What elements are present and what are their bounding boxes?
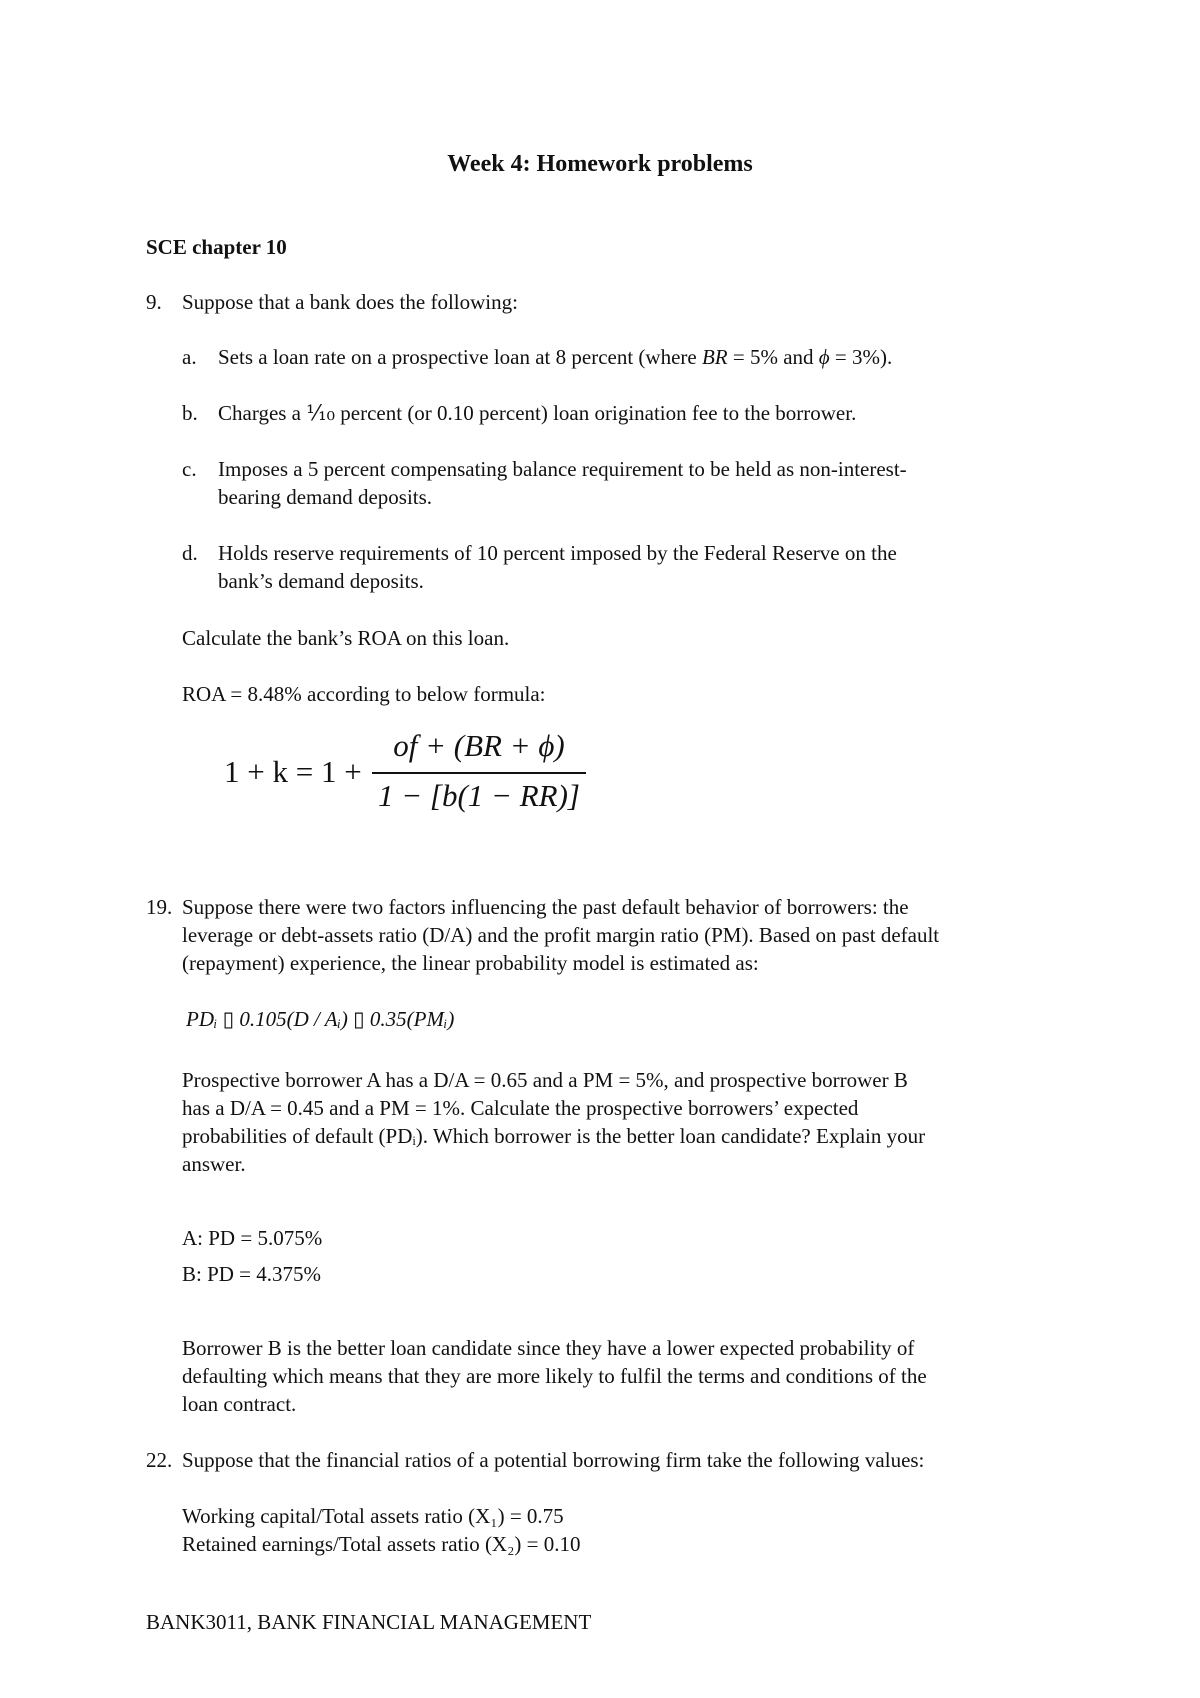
q19-prompt-line-1: Prospective borrower A has a D/A = 0.65 and a PM = 5%, and prospective borrower B <box>182 1068 908 1092</box>
q9-question: Calculate the bank’s ROA on this loan. <box>182 626 510 650</box>
roa-formula <box>220 722 590 822</box>
q19-conclusion-line-2: defaulting which means that they are more likely to fulfil the terms and conditions of the <box>182 1364 927 1388</box>
q22-number: 22. <box>146 1448 173 1472</box>
q9-item-c-line2: bearing demand deposits. <box>218 485 433 509</box>
page-footer: BANK3011, BANK FINANCIAL MANAGEMENT <box>146 1610 592 1634</box>
q9-item-c-line1: Imposes a 5 percent compensating balance requirement to be held as non-interest- <box>218 457 907 481</box>
q19-conclusion-line-3: loan contract. <box>182 1392 297 1416</box>
q19-model-equation: PDᵢ ▯ 0.105(D / Aᵢ) ▯ 0.35(PMᵢ) <box>186 1007 455 1031</box>
q19-answer-a: A: PD = 5.075% <box>182 1226 323 1250</box>
q9-item-d-line1: Holds reserve requirements of 10 percent imposed by the Federal Reserve on the <box>218 541 897 565</box>
q9-item-b-label: b. <box>182 401 198 425</box>
q19-line-2: leverage or debt-assets ratio (D/A) and the profit margin ratio (PM). Based on past default <box>182 923 940 947</box>
q19-prompt-line-4: answer. <box>182 1152 246 1176</box>
q9-item-d-line2: bank’s demand deposits. <box>218 569 424 593</box>
q19-line-1: Suppose there were two factors influencing the past default behavior of borrowers: the <box>182 895 909 919</box>
formula-fraction-bar <box>372 772 586 774</box>
q9-intro: Suppose that a bank does the following: <box>182 290 518 314</box>
page-title: Week 4: Homework problems <box>447 151 753 177</box>
q9-item-c-label: c. <box>182 457 197 481</box>
formula-numerator: of + (BR + ϕ) <box>393 728 565 763</box>
q22-intro: Suppose that the financial ratios of a potential borrowing firm take the following values: <box>182 1448 925 1472</box>
q9-item-d-label: d. <box>182 541 198 565</box>
formula-denominator: 1 − [b(1 − RR)] <box>378 778 580 813</box>
q9-item-a-label: a. <box>182 345 197 369</box>
q19-prompt-line-2: has a D/A = 0.45 and a PM = 1%. Calculate the prospective borrowers’ expected <box>182 1096 859 1120</box>
q22-ratio-1: Working capital/Total assets ratio (X₁) = 0.75 <box>182 1504 564 1528</box>
chapter-heading: SCE chapter 10 <box>146 235 287 259</box>
formula-lhs: 1 + k = 1 + <box>224 754 362 789</box>
q9-item-a-text: Sets a loan rate on a prospective loan at 8 percent (where BR = 5% and ϕ = 3%). <box>218 345 893 369</box>
q19-prompt-line-3: probabilities of default (PDᵢ). Which borrower is the better loan candidate? Explain your <box>182 1124 926 1148</box>
q19-answer-b: B: PD = 4.375% <box>182 1262 322 1286</box>
q9-number: 9. <box>146 290 162 314</box>
q9-item-b-text: Charges a ⅒ percent (or 0.10 percent) loan origination fee to the borrower. <box>218 401 857 425</box>
q19-line-3: (repayment) experience, the linear probability model is estimated as: <box>182 951 759 975</box>
q9-answer: ROA = 8.48% according to below formula: <box>182 682 546 706</box>
q19-conclusion-line-1: Borrower B is the better loan candidate since they have a lower expected probability of <box>182 1336 915 1360</box>
q22-ratio-2: Retained earnings/Total assets ratio (X₂) = 0.10 <box>182 1532 581 1556</box>
q19-number: 19. <box>146 895 173 919</box>
